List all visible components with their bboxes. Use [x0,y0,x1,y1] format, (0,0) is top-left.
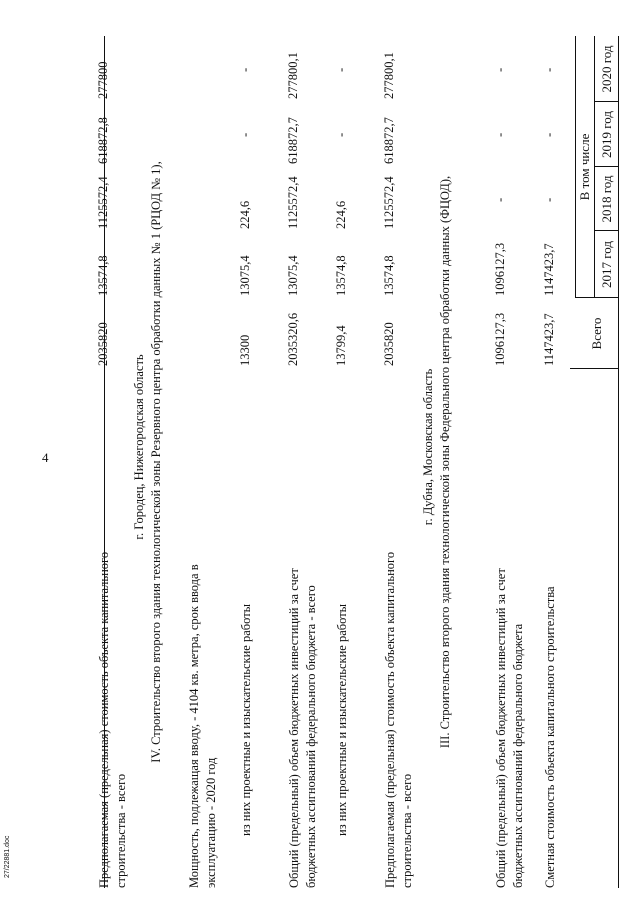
section-3-location: г. Дубна, Московская область [421,368,435,526]
cell-2017: 1147423,7 [542,243,556,296]
section-3-title: III. Строительство второго здания технологической зоны Федерального центра обработки данных (ФЦОД), [438,175,452,749]
section-4-title: IV. Строительство второго здания технологической зоны Резервного центра обработки данных № 1 (РЦОД № 1), [149,161,163,763]
cell-2020: 277800 [96,61,110,99]
row-label: из них проектные и изыскательские работы [335,603,349,836]
cell-2019: - [493,132,507,137]
row-label: Предполагаемая (предельная) стоимость объекта капитального строительства - всего [383,551,414,888]
cell-2019: - [334,132,348,137]
cell-2017: 13574,8 [334,255,348,296]
row-label: Общий (предельный) объем бюджетных инвестиций за счет бюджетных ассигнований федерального бюджета - всего [287,568,318,888]
row-label: Общий (предельный) объем бюджетных инвестиций за счет бюджетных ассигнований федерального бюджета [494,568,525,888]
rotated-table-page [96,33,620,888]
cell-total: 2035820 [96,322,110,366]
header-year-2019: 2019 год [599,111,614,158]
cell-2019: 618872,8 [96,117,110,164]
header-rule-mid [575,36,576,298]
cell-2018: - [542,197,556,202]
row-label: из них проектные и изыскательские работы [239,603,253,836]
cell-2018: 224,6 [334,200,348,229]
cell-2020: - [238,67,252,72]
header-including: В том числе [577,133,592,201]
cell-2017: 13574,8 [382,255,396,296]
header-year-2017: 2017 год [599,241,614,288]
cell-2020: 277800,1 [286,52,300,99]
cell-total: 2035820 [382,322,396,366]
cell-2018: 1125572,4 [96,176,110,229]
cell-2018: 1125572,4 [286,176,300,229]
cell-2018: 224,6 [238,200,252,229]
cell-2017: 13075,4 [238,255,252,296]
cell-2018: - [493,197,507,202]
cell-2018: 1125572,4 [382,176,396,229]
cell-2017: 13075,4 [286,255,300,296]
cell-2020: - [334,67,348,72]
cell-total: 1147423,7 [542,313,556,366]
cell-2019: 618872,7 [286,117,300,164]
row-label: Сметная стоимость объекта капитального строительства [543,586,557,888]
cell-2020: 277800,1 [382,52,396,99]
header-year-2020: 2020 год [599,45,614,93]
cell-2020: - [542,67,556,72]
header-rule-bottom [618,36,619,888]
row-label: Предполагаемая (предельная) стоимость объекта капитального строительства - всего [97,551,128,888]
cell-2017: 13574,8 [96,255,110,296]
cell-2019: - [238,132,252,137]
cell-total: 13300 [238,334,252,366]
header-rule-years [594,36,595,298]
page-number: 4 [42,450,49,465]
cell-total: 2035320,6 [286,312,300,366]
cell-2017: 1096127,3 [493,242,507,296]
cell-2019: 618872,7 [382,117,396,164]
header-total: Всего [589,317,604,350]
cell-2020: - [493,67,507,72]
header-year-2018: 2018 год [599,175,614,223]
capacity-note: Мощность, подлежащая вводу, - 4104 кв. метра, срок ввода в эксплуатацию - 2020 год [187,564,218,888]
cell-total: 13799,4 [334,325,348,366]
cell-total: 1096127,3 [493,312,507,366]
section-4-location: г. Городец, Нижегородская область [132,354,146,540]
footer-doc-code: 27/22881.doc [4,835,11,878]
cell-2019: - [542,132,556,137]
